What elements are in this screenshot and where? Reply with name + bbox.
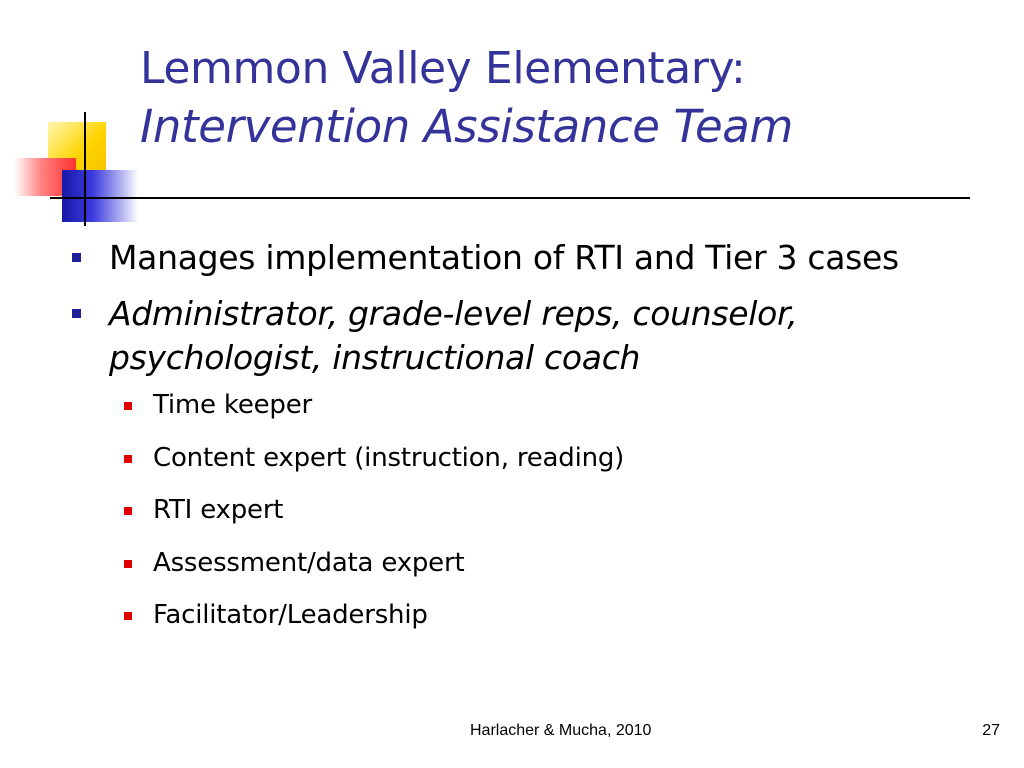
slide-title <box>140 40 1000 156</box>
page-number: 27 <box>982 722 1000 739</box>
square-bullet-icon <box>72 253 81 262</box>
square-bullet-icon <box>72 309 81 318</box>
slide-title-line1: Lemmon Valley Elementary: <box>140 43 746 94</box>
bullet-text: Administrator, grade-level reps, counselor, psychologist, instructional coach <box>109 294 798 377</box>
square-bullet-icon <box>124 507 132 515</box>
square-bullet-icon <box>124 455 132 463</box>
corner-ornament <box>0 0 150 240</box>
sub-bullet-text: Facilitator/Leadership <box>153 600 428 630</box>
title-underline-rule <box>50 197 970 199</box>
square-bullet-icon <box>124 560 132 568</box>
sub-bullet-text: RTI expert <box>153 495 284 525</box>
square-bullet-icon <box>124 402 132 410</box>
bullet-item <box>72 236 992 280</box>
sub-bullet-item <box>124 598 992 632</box>
square-bullet-icon <box>124 612 132 620</box>
ornament-blue-square <box>62 170 138 222</box>
slide-body <box>72 236 992 651</box>
slide-title-line2: Intervention Assistance Team <box>140 100 793 153</box>
ornament-vertical-rule <box>84 112 86 226</box>
sub-bullet-text: Time keeper <box>153 390 313 420</box>
sub-bullet-text: Content expert (instruction, reading) <box>153 442 625 473</box>
bullet-item <box>72 292 992 380</box>
sub-bullet-text: Assessment/data expert <box>153 547 465 578</box>
sub-bullet-item <box>124 441 992 475</box>
sub-bullet-list <box>72 388 992 632</box>
sub-bullet-item <box>124 388 992 422</box>
sub-bullet-item <box>124 546 992 580</box>
sub-bullet-item <box>124 493 992 527</box>
footer-credit: Harlacher & Mucha, 2010 <box>470 722 652 739</box>
bullet-text: Manages implementation of RTI and Tier 3 cases <box>109 238 899 277</box>
